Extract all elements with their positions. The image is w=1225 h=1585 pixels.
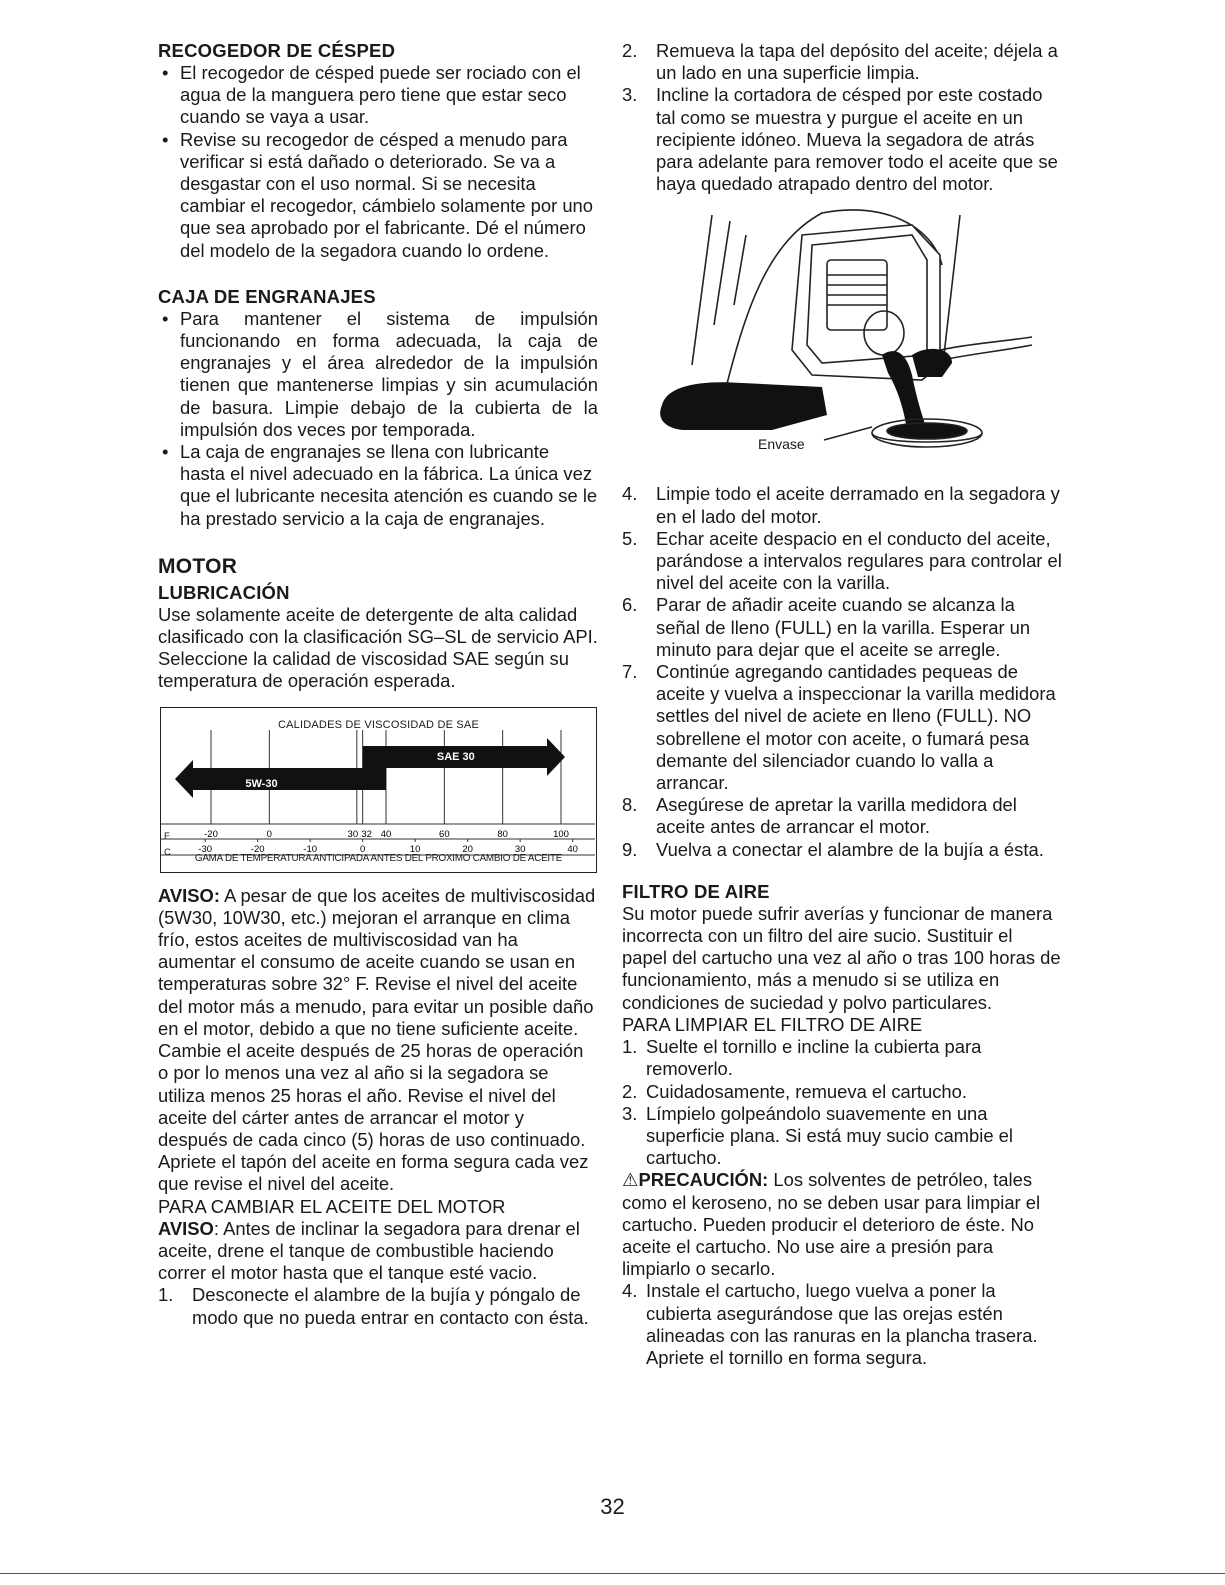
- page-number: 32: [600, 1494, 625, 1519]
- c-tick-label: -20: [250, 843, 265, 855]
- list-item: [622, 1081, 1062, 1103]
- step-text: Continúe agregando cantidades pequeas de aceite y vuelva a inspeccionar la varilla medidora settles del nivel de aciete en lleno (FULL). NO sobrellene el motor con aceite, o fumará pesa demante del silenciador cuando lo valla a arrancar.: [656, 661, 1056, 794]
- step-number: 8.: [622, 794, 638, 816]
- aviso-label: AVISO:: [158, 884, 220, 906]
- c-tick-label: 10: [409, 843, 421, 855]
- figure-label-envase: Envase: [758, 436, 805, 453]
- f-tick-label: 0: [266, 828, 272, 840]
- aviso2-label: AVISO: [158, 1217, 214, 1239]
- list-item: [622, 1280, 1062, 1369]
- step-text: Cuidadosamente, remueva el cartucho.: [646, 1080, 967, 1102]
- left-column: [158, 40, 598, 1329]
- recogedor-bullets: [158, 62, 598, 262]
- f-tick-label: 60: [439, 828, 450, 840]
- list-item: [622, 84, 1062, 195]
- mower-drain-illustration: [622, 205, 1062, 475]
- aviso-text: A pesar de que los aceites de multiviscosidad (5W30, 10W30, etc.) mejoran el arranque en clima frío, estos aceites de multiviscosidad van ha aumentar el consumo de aceite cuando se usan en temperaturas sobre 32° F. Revise el nivel del aceite del motor más a menudo, para evitar un posible daño en el motor, debido a que no tiene suficiente aceite. Cambie el aceite después de 25 horas de operación o por lo menos una vez al año si la segadora se utiliza menos 25 horas el año. Revise el nivel del aceite del cárter antes de arrancar el motor y después de cada cinco (5) horas de uso continuado. Apriete el tapón del aceite en forma segura cada vez que revise el nivel del aceite.: [158, 884, 596, 1195]
- f-tick-label: -20: [204, 828, 218, 840]
- caution-label: PRECAUCIÓN:: [638, 1169, 769, 1191]
- bar-label: SAE 30: [436, 750, 475, 763]
- list-item: [622, 1036, 1062, 1080]
- step-text: Límpielo golpeándolo suavemente en una superficie plana. Si está muy sucio cambie el cartucho.: [646, 1102, 1013, 1169]
- filtro-steps-after: [622, 1280, 1062, 1369]
- step-text: Instale el cartucho, luego vuelva a poner la cubierta asegurándose que las orejas estén alineadas con las ranuras en la plancha trasera. Apriete el tornillo en forma segura.: [646, 1280, 1038, 1368]
- c-tick-label: -30: [198, 843, 213, 855]
- subheading-lubricacion: LUBRICACIÓN: [158, 581, 290, 603]
- celsius-label: C: [164, 846, 171, 858]
- step-text: Suelte el tornillo e incline la cubierta para removerlo.: [646, 1036, 982, 1080]
- bullet-item: • Para mantener el sistema de impulsión funcionando en forma adecuada, la caja de engranajes y el área alrededor de la impulsión tienen que mantenerse limpias y sin acumulación de basura. Limpie debajo de la cubierta de la impulsión dos veces por temporada.: [158, 308, 598, 441]
- step-text: Vuelva a conectar el alambre de la bujía a ésta.: [656, 838, 1044, 860]
- aviso2-paragraph: [158, 1218, 598, 1285]
- list-item: [622, 1103, 1062, 1170]
- step-number: 1.: [622, 1036, 638, 1058]
- page-divider: [0, 1573, 1225, 1574]
- steps-list-right-b: [622, 483, 1062, 860]
- list-item: [622, 594, 1062, 661]
- step-number: 2.: [622, 1080, 638, 1102]
- f-tick-label: 80: [497, 828, 508, 840]
- f-tick-label: 40: [380, 828, 392, 840]
- sae-viscosity-chart: [160, 707, 597, 873]
- f-tick-label: 32: [361, 828, 372, 840]
- filtro-subheading: PARA LIMPIAR EL FILTRO DE AIRE: [622, 1013, 923, 1035]
- lubricacion-intro: Use solamente aceite de detergente de alta calidad clasificado con la clasificación SG–SL de servicio API. Seleccione la calidad de viscosidad SAE según su temperatura de operación esperada.: [158, 603, 598, 692]
- step-number: 7.: [622, 661, 638, 683]
- step-number: 4.: [622, 483, 638, 505]
- caution-text: Los solventes de petróleo, tales como el keroseno, no se deben usar para limpiar el cartucho. Pueden producir el deterioro de éste. No aceite el cartucho. No use aire a presión para limpiarlo o secarlo.: [622, 1169, 1041, 1280]
- step-number: 1.: [158, 1284, 174, 1306]
- aviso-paragraph: [158, 885, 598, 1196]
- list-item: [158, 1284, 598, 1328]
- right-column: [622, 40, 1062, 1369]
- caja-bullets: [158, 308, 598, 530]
- c-tick-label: 20: [462, 843, 473, 855]
- section-heading-motor: MOTOR: [158, 554, 238, 578]
- section-heading-filtro: FILTRO DE AIRE: [622, 880, 770, 902]
- aviso2-text: : Antes de inclinar la segadora para drenar el aceite, drene el tanque de combustible haciendo correr el motor hasta que el tanque esté vacio.: [158, 1217, 580, 1284]
- step-text: Parar de añadir aceite cuando se alcanza la señal de lleno (FULL) en la varilla. Esperar un minuto para dejar que el aceite se arregle.: [656, 594, 1031, 660]
- step-number: 5.: [622, 527, 638, 549]
- list-item: [622, 483, 1062, 527]
- list-item: [622, 528, 1062, 595]
- list-item: [622, 661, 1062, 794]
- step-text: Limpie todo el aceite derramado en la segadora y en el lado del motor.: [656, 483, 1060, 527]
- f-tick-label: 30: [347, 828, 359, 840]
- step-number: 3.: [622, 84, 638, 106]
- section-heading-recogedor: RECOGEDOR DE CÉSPED: [158, 40, 396, 61]
- steps-list-right-a: [622, 40, 1062, 195]
- c-tick-label: 30: [514, 843, 526, 855]
- bullet-item: • Revise su recogedor de césped a menudo para verificar si está dañado o deteriorado. Se va a desgastar con el uso normal. Si se necesita cambiar el recogedor, cámbielo solamente por uno que sea aprobado por el fabricante. Dé el número del modelo de la segadora cuando lo ordene.: [158, 129, 598, 262]
- fahrenheit-label: F: [164, 830, 170, 842]
- step-number: 2.: [622, 40, 638, 61]
- filtro-steps: [622, 1036, 1062, 1169]
- warning-triangle-icon: ⚠: [622, 1169, 639, 1191]
- step-number: 3.: [622, 1102, 638, 1124]
- chart-plot: [161, 708, 595, 871]
- section-heading-caja: CAJA DE ENGRANAJES: [158, 285, 376, 307]
- oil-drain-figure: [622, 205, 1062, 475]
- bar-label: 5W-30: [245, 777, 278, 790]
- cambiar-aceite-heading: PARA CAMBIAR EL ACEITE DEL MOTOR: [158, 1195, 506, 1217]
- step-number: 6.: [622, 594, 638, 616]
- list-item: [622, 40, 1062, 84]
- step-text: Desconecte el alambre de la bujía y póngalo de modo que no pueda entrar en contacto con ésta.: [192, 1284, 589, 1328]
- step-text: Asegúrese de apretar la varilla medidora del aceite antes de arrancar el motor.: [656, 794, 1017, 838]
- step-number: 9.: [622, 838, 638, 860]
- filtro-intro: Su motor puede sufrir averías y funcionar de manera incorrecta con un filtro del aire sucio. Sustituir el papel del cartucho una vez al año o tras 100 horas de funcionamiento, más a menudo si se utiliza en condiciones de suciedad y polvo particulares.: [622, 902, 1061, 1013]
- steps-list-left: [158, 1284, 598, 1328]
- step-text: Echar aceite despacio en el conducto del aceite, parándose a intervalos regulares para controlar el nivel del aceite con la varilla.: [656, 527, 1062, 594]
- c-tick-label: -10: [303, 843, 318, 855]
- f-tick-label: 100: [553, 828, 569, 840]
- step-text: Incline la cortadora de césped por este costado tal como se muestra y purgue el aceite en un recipiente idóneo. Mueva la segadora de atrás para adelante para remover todo el aceite que se haya quedado atrapado dentro del motor.: [656, 84, 1058, 195]
- chart-title: CALIDADES DE VISCOSIDAD DE SAE: [278, 718, 479, 731]
- list-item: [622, 794, 1062, 838]
- c-tick-label: 0: [360, 843, 366, 855]
- chart-footer: GAMA DE TEMPERATURA ANTICIPADA ANTES DEL PROXIMO CAMBIO DE ACEITE: [194, 853, 563, 865]
- bullet-item: • El recogedor de césped puede ser rociado con el agua de la manguera pero tiene que estar seco cuando se vaya a usar.: [158, 62, 598, 129]
- caution-paragraph: [622, 1169, 1062, 1280]
- viscosity-bar-5w-30: [175, 760, 386, 798]
- bullet-item: • La caja de engranajes se llena con lubricante hasta el nivel adecuado en la fábrica. La única vez que el lubricante necesita atención es cuando se le ha prestado servicio a la caja de engranajes.: [158, 441, 598, 530]
- step-text: Remueva la tapa del depósito del aceite; déjela a un lado en una superficie limpia.: [656, 40, 1058, 84]
- c-tick-label: 40: [567, 843, 578, 855]
- step-number: 4.: [622, 1280, 638, 1302]
- list-item: [622, 839, 1062, 861]
